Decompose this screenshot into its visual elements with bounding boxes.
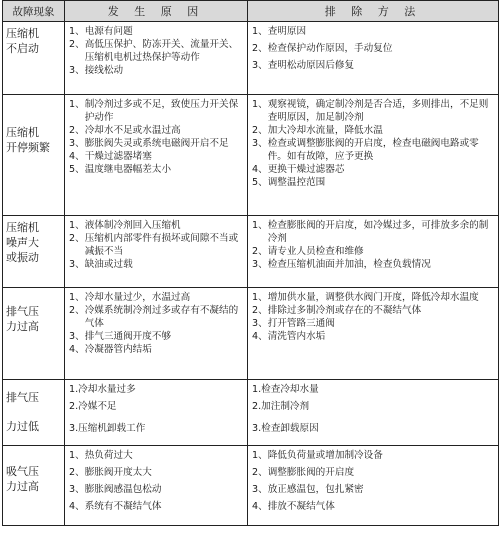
cause-item: 1、 制冷剂过多或不足，致使压力开关保护动作 bbox=[69, 99, 239, 123]
remedy-item: 2、 请专业人员检查和维修 bbox=[252, 246, 364, 257]
table-row bbox=[3, 22, 499, 95]
remedy-cell bbox=[248, 288, 499, 380]
remedy-item: 2、 检查保护动作原因，手动复位 bbox=[252, 43, 393, 54]
category-line: 力过高 bbox=[6, 480, 39, 493]
cause-item: 3、 膨胀阀失灵或系统电磁阀开启不足 bbox=[69, 138, 229, 149]
remedy-item: 3、 打开管路三通阀 bbox=[252, 318, 335, 329]
cause-cell bbox=[65, 95, 248, 216]
category-line: 力过高 bbox=[6, 320, 39, 333]
category-cell bbox=[3, 22, 65, 95]
cause-cell bbox=[65, 380, 248, 446]
category-cell bbox=[3, 288, 65, 380]
table-row bbox=[3, 95, 499, 216]
cause-item: 1、 液体制冷剂回入压缩机 bbox=[69, 220, 181, 231]
category-cell bbox=[3, 446, 65, 526]
cause-item: 2、 冷却水不足或水温过高 bbox=[69, 125, 181, 136]
header-category: 故障现象 bbox=[3, 1, 65, 22]
remedy-item: 1、 检查膨胀阀的开启度，如冷媒过多，可排放多余的制冷剂 bbox=[252, 220, 489, 244]
header-cause: 发 生 原 因 bbox=[65, 1, 248, 22]
category-line: 排气压 bbox=[6, 305, 39, 318]
remedy-item: 3、 放正感温包，包扎紧密 bbox=[252, 484, 364, 495]
cause-item: 3、 排气三通阀开度不够 bbox=[69, 331, 172, 342]
category-line: 压缩机 bbox=[6, 126, 39, 139]
cause-item: 5、 温度继电器幅差太小 bbox=[69, 164, 172, 175]
cause-cell bbox=[65, 288, 248, 380]
cause-cell bbox=[65, 22, 248, 95]
table-row bbox=[3, 446, 499, 526]
remedy-cell bbox=[248, 95, 499, 216]
remedy-item: 2、 调整膨胀阀的开启度 bbox=[252, 467, 355, 478]
category-line: 不启动 bbox=[6, 42, 39, 55]
category-line: 压缩机 bbox=[6, 221, 39, 234]
remedy-item: 5、 调整温控范围 bbox=[252, 177, 326, 188]
header-remedy: 排 除 方 法 bbox=[248, 1, 499, 22]
remedy-item: 1、 观察视镜，确定制冷剂是否合适，多则排出，不足则查明原因，加足制冷剂 bbox=[252, 99, 489, 123]
category-line: 或振动 bbox=[6, 251, 39, 264]
remedy-cell bbox=[248, 446, 499, 526]
category-cell bbox=[3, 95, 65, 216]
cause-item: 3、 接线松动 bbox=[69, 65, 124, 76]
remedy-item: 1、 查明原因 bbox=[252, 26, 307, 37]
remedy-cell bbox=[248, 22, 499, 95]
table-row bbox=[3, 380, 499, 446]
table-row bbox=[3, 216, 499, 288]
cause-item: 1. 冷却水量过多 bbox=[69, 384, 136, 395]
remedy-item: 1、 增加供水量，调整供水阀门开度，降低冷却水温度 bbox=[252, 292, 479, 303]
cause-item: 2. 冷媒不足 bbox=[69, 401, 117, 412]
cause-item: 4、 干燥过滤器堵塞 bbox=[69, 151, 152, 162]
remedy-item: 4、 清洗管内水垢 bbox=[252, 331, 326, 342]
header-row bbox=[3, 1, 499, 22]
remedy-item: 1、 降低负荷量或增加制冷设备 bbox=[252, 450, 383, 461]
remedy-cell bbox=[248, 216, 499, 288]
remedy-item: 2. 加注制冷剂 bbox=[252, 401, 310, 412]
remedy-cell bbox=[248, 380, 499, 446]
cause-item: 2、 压缩机内部零件有损坏或间隙不当或减振不当 bbox=[69, 233, 239, 257]
cause-item: 3. 压缩机卸载工作 bbox=[69, 423, 146, 434]
remedy-item: 1. 检查冷却水量 bbox=[252, 384, 319, 395]
cause-item: 3、 缺油或过载 bbox=[69, 259, 133, 270]
remedy-item: 2、 加大冷却水流量，降低水温 bbox=[252, 125, 383, 136]
remedy-item: 4、 更换干燥过滤器芯 bbox=[252, 164, 345, 175]
remedy-item: 3、 查明松动原因后修复 bbox=[252, 60, 355, 71]
remedy-item: 2、 排除过多制冷剂或存在的不凝结气体 bbox=[252, 305, 422, 316]
fault-troubleshooting-table bbox=[2, 0, 499, 526]
category-line: 噪声大 bbox=[6, 236, 39, 249]
cause-item: 1、 冷却水量过少，水温过高 bbox=[69, 292, 191, 303]
table-row bbox=[3, 288, 499, 380]
cause-item: 2、 膨胀阀开度太大 bbox=[69, 467, 152, 478]
cause-item: 4、 冷凝器管内结垢 bbox=[69, 344, 152, 355]
category-line: 力过低 bbox=[6, 420, 39, 433]
cause-item: 1、 热负荷过大 bbox=[69, 450, 133, 461]
remedy-item: 3、 检查或调整膨胀阀的开启度，检查电磁阀电路或零件。如有故障，应予更换 bbox=[252, 138, 479, 162]
category-line: 吸气压 bbox=[6, 465, 39, 478]
category-cell bbox=[3, 216, 65, 288]
cause-cell bbox=[65, 216, 248, 288]
remedy-item: 3. 检查卸载原因 bbox=[252, 423, 319, 434]
remedy-item: 4、 排放不凝结气体 bbox=[252, 501, 335, 512]
category-cell bbox=[3, 380, 65, 446]
cause-item: 1、 电源有问题 bbox=[69, 26, 133, 37]
cause-cell bbox=[65, 446, 248, 526]
cause-item: 3、 膨胀阀感温包松动 bbox=[69, 484, 162, 495]
cause-item: 2、 冷媒系统制冷剂过多或存有不凝结的气体 bbox=[69, 305, 239, 329]
category-line: 压缩机 bbox=[6, 27, 39, 40]
category-line: 排气压 bbox=[6, 391, 39, 404]
cause-item: 4、 系统有不凝结气体 bbox=[69, 501, 162, 512]
category-line: 开停频繁 bbox=[6, 141, 50, 154]
remedy-item: 3、 检查压缩机油面并加油，检查负载情况 bbox=[252, 259, 431, 270]
cause-item: 2、 高低压保护、防冻开关、流量开关、压缩机电机过热保护等动作 bbox=[69, 39, 239, 63]
